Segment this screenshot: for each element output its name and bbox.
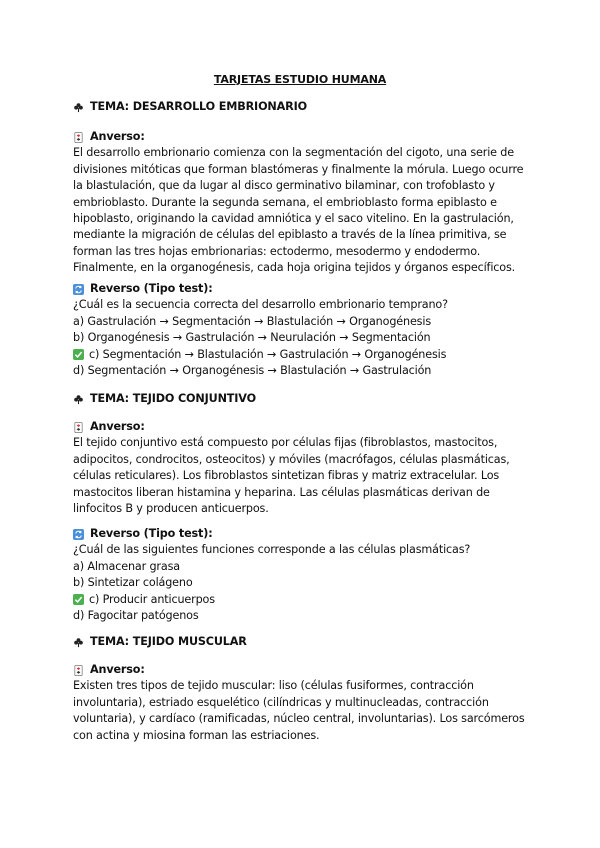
option-d <box>73 363 533 379</box>
option-b <box>73 575 533 591</box>
clover-icon <box>73 394 84 405</box>
topic-heading-3 <box>73 634 533 650</box>
option-b <box>73 330 533 346</box>
options-list <box>73 559 533 625</box>
option-a <box>73 314 533 330</box>
check-icon <box>73 349 84 360</box>
front-label: Anverso: <box>90 130 145 143</box>
front-card-3 <box>73 662 533 744</box>
option-text: c) Producir anticuerpos <box>89 592 215 606</box>
option-c-correct <box>73 347 533 363</box>
flip-icon <box>73 529 84 540</box>
front-label: Anverso: <box>90 663 145 676</box>
front-text: El tejido conjuntivo está compuesto por células fijas (fibroblastos, mastocitos, adipocitos, condrocitos, osteocitos) y móviles (macrófagos, células plasmáticas, células reticulares). Los fibroblastos sintetizan fibras y matriz extracelular. Los mastocitos liberan histamina y heparina. Las células plasmáticas derivan de linfocitos B y producen anticuerpos. <box>73 436 510 516</box>
card-icon <box>73 132 84 143</box>
front-label: Anverso: <box>90 420 145 433</box>
option-a <box>73 559 533 575</box>
option-text: c) Segmentación → Blastulación → Gastrulación → Organogénesis <box>89 347 447 361</box>
option-text: d) Fagocitar patógenos <box>73 609 199 623</box>
topic-title: TEMA: TEJIDO CONJUNTIVO <box>90 392 256 405</box>
card-icon <box>73 665 84 676</box>
options-list <box>73 314 533 380</box>
option-text: d) Segmentación → Organogénesis → Blastulación → Gastrulación <box>73 364 432 378</box>
back-card-1 <box>73 281 533 379</box>
front-text: El desarrollo embrionario comienza con la segmentación del cigoto, una serie de divisiones mitóticas que forman blastómeras y finalmente la mórula. Luego ocurre la blastulación, que da lugar al disco germinativo bilaminar, con trofoblasto y embrioblasto. Durante la segunda semana, el embrioblasto forma epiblasto e hipoblasto, originando la cavidad amniótica y el saco vitelino. En la gastrulación, mediante la migración de células del epiblasto a través de la línea primitiva, se forman las tres hojas embrionarias: ectodermo, mesodermo y endodermo. Finalmente, en la organogénesis, cada hoja origina tejidos y órganos específicos. <box>73 146 524 275</box>
back-card-2 <box>73 526 533 624</box>
document-title: TARJETAS ESTUDIO HUMANA <box>213 73 387 86</box>
clover-icon <box>73 102 84 113</box>
question-text: ¿Cuál de las siguientes funciones corresponde a las células plasmáticas? <box>73 543 471 557</box>
flip-icon <box>73 284 84 295</box>
check-icon <box>73 594 84 605</box>
front-card-1 <box>73 129 533 277</box>
back-label: Reverso (Tipo test): <box>90 527 213 540</box>
back-label: Reverso (Tipo test): <box>90 282 213 295</box>
topic-heading-1 <box>73 99 533 115</box>
front-card-2 <box>73 419 533 517</box>
topic-title: TEMA: TEJIDO MUSCULAR <box>90 635 247 648</box>
card-icon <box>73 422 84 433</box>
topic-title: TEMA: DESARROLLO EMBRIONARIO <box>90 100 307 113</box>
option-c-correct <box>73 592 533 608</box>
option-text: a) Almacenar grasa <box>73 559 180 573</box>
topic-heading-2 <box>73 391 533 407</box>
option-text: b) Organogénesis → Gastrulación → Neurulación → Segmentación <box>73 331 431 345</box>
question-text: ¿Cuál es la secuencia correcta del desarrollo embrionario temprano? <box>73 298 448 312</box>
clover-icon <box>73 637 84 648</box>
option-text: a) Gastrulación → Segmentación → Blastulación → Organogénesis <box>73 314 431 328</box>
front-text: Existen tres tipos de tejido muscular: liso (células fusiformes, contracción involuntaria), estriado esquelético (cilíndricas y multinucleadas, contracción voluntaria), y cardíaco (ramificadas, núcleo central, involuntarias). Los sarcómeros con actina y miosina forman las estriaciones. <box>73 679 525 742</box>
option-text: b) Sintetizar colágeno <box>73 576 193 590</box>
option-d <box>73 608 533 624</box>
